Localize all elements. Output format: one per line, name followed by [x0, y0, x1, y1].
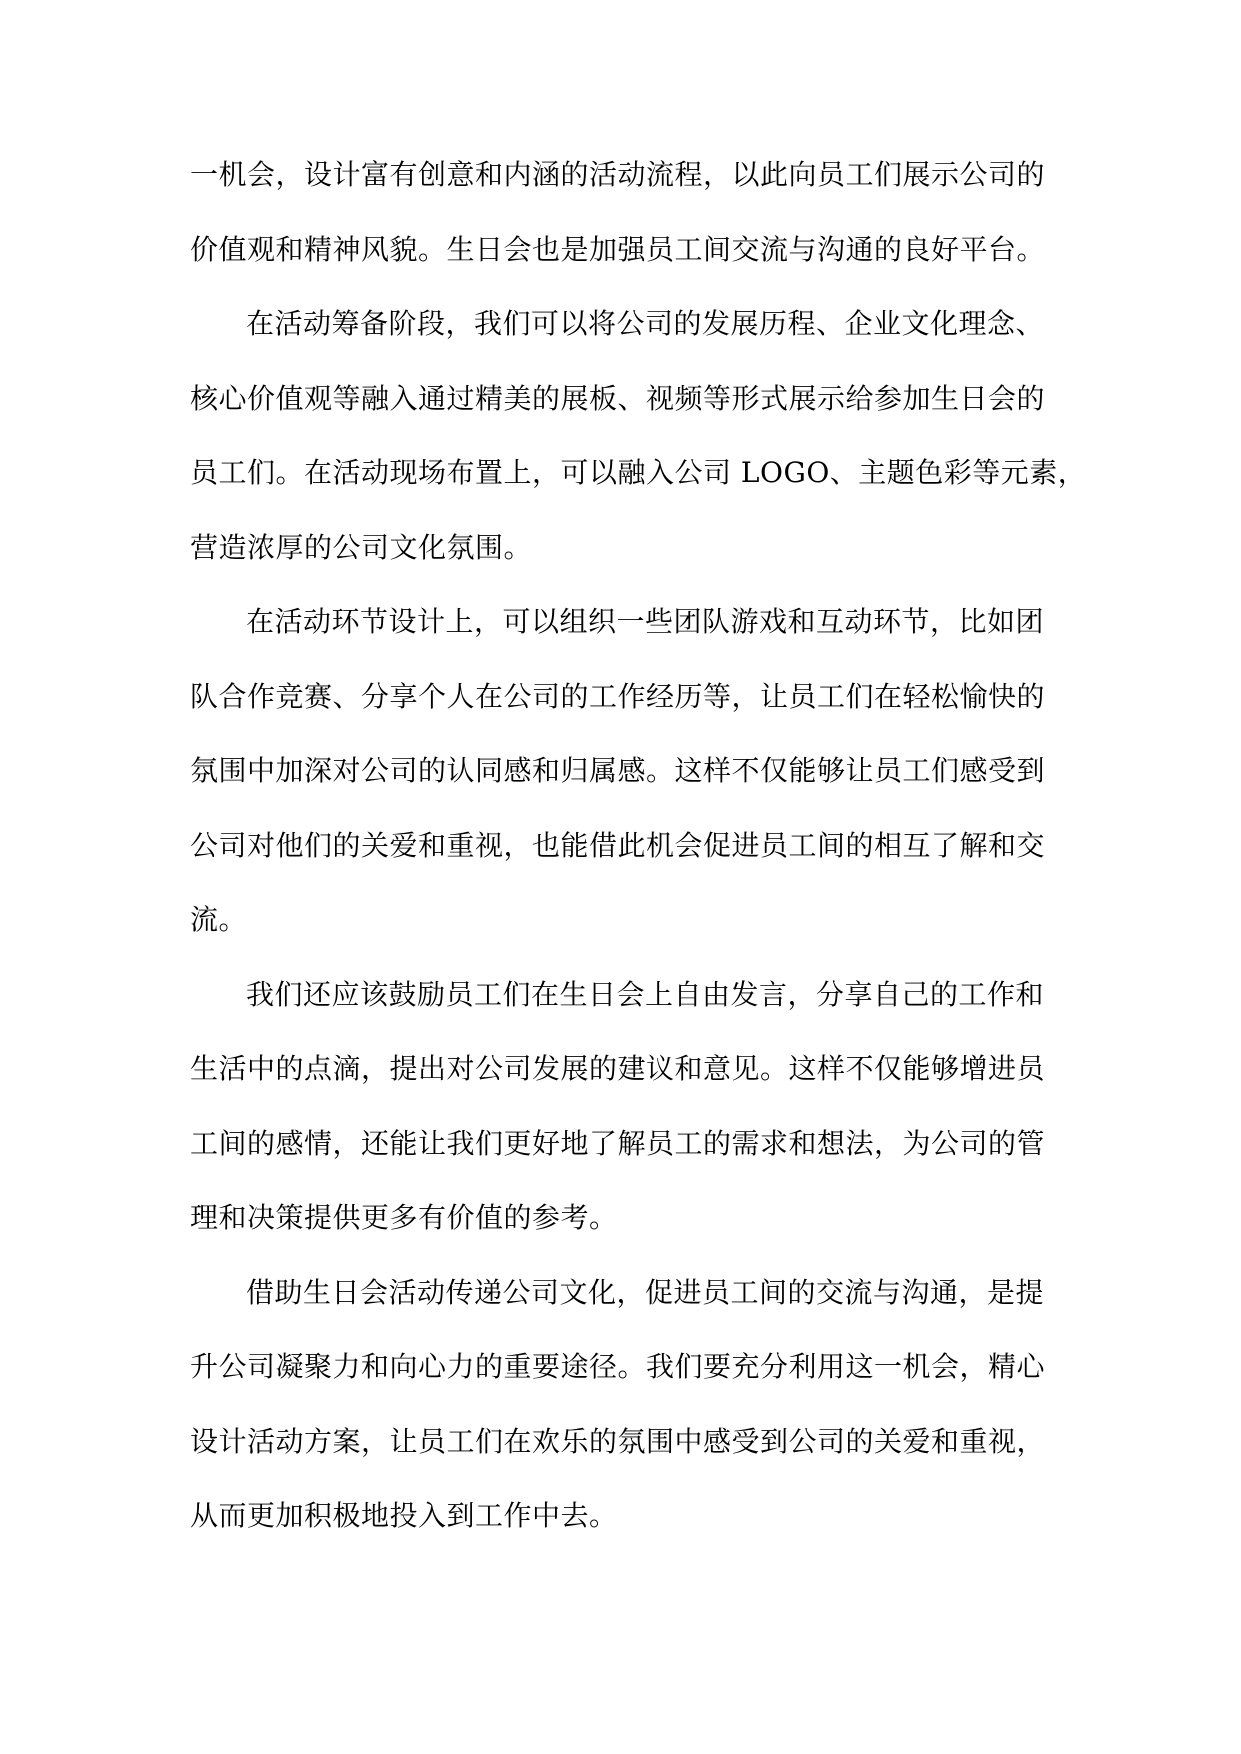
text-line: 工间的感情，还能让我们更好地了解员工的需求和想法，为公司的管	[190, 1126, 1046, 1160]
paragraph-first-line: 借助生日会活动传递公司文化，促进员工间的交流与沟通，是提	[246, 1275, 1045, 1309]
text-line: 生活中的点滴，提出对公司发展的建议和意见。这样不仅能够增进员	[190, 1052, 1046, 1085]
text-line: 升公司凝聚力和向心力的重要途径。我们要充分利用这一机会，精心	[190, 1350, 1046, 1383]
paragraph-first-line: 我们还应该鼓励员工们在生日会上自由发言，分享自己的工作和	[246, 977, 1045, 1011]
paragraph-first-line: 在活动环节设计上，可以组织一些团队游戏和互动环节，比如团	[246, 605, 1045, 638]
text-line: 氛围中加深对公司的认同感和归属感。这样不仅能够让员工们感受到	[190, 754, 1046, 787]
text-line: 流。	[190, 903, 248, 936]
text-line: 营造浓厚的公司文化氛围。	[190, 530, 533, 564]
text-line: 一机会，设计富有创意和内涵的活动流程，以此向员工们展示公司的	[190, 158, 1046, 191]
text-line: 从而更加积极地投入到工作中去。	[190, 1499, 618, 1532]
text-line: 设计活动方案，让员工们在欢乐的氛围中感受到公司的关爱和重视，	[190, 1424, 1046, 1458]
document-body	[190, 138, 1087, 1554]
text-line: 核心价值观等融入通过精美的展板、视频等形式展示给参加生日会的	[190, 381, 1046, 415]
paragraph-first-line: 在活动筹备阶段，我们可以将公司的发展历程、企业文化理念、	[246, 307, 1045, 340]
text-line: 员工们。在活动现场布置上，可以融入公司 LOGO、主题色彩等元素，	[190, 456, 1087, 489]
text-line: 队合作竞赛、分享个人在公司的工作经历等，让员工们在轻松愉快的	[190, 679, 1046, 713]
text-line: 价值观和精神风貌。生日会也是加强员工间交流与沟通的良好平台。	[190, 232, 1046, 266]
text-line: 理和决策提供更多有价值的参考。	[190, 1201, 618, 1234]
text-line: 公司对他们的关爱和重视，也能借此机会促进员工间的相互了解和交	[190, 828, 1046, 862]
